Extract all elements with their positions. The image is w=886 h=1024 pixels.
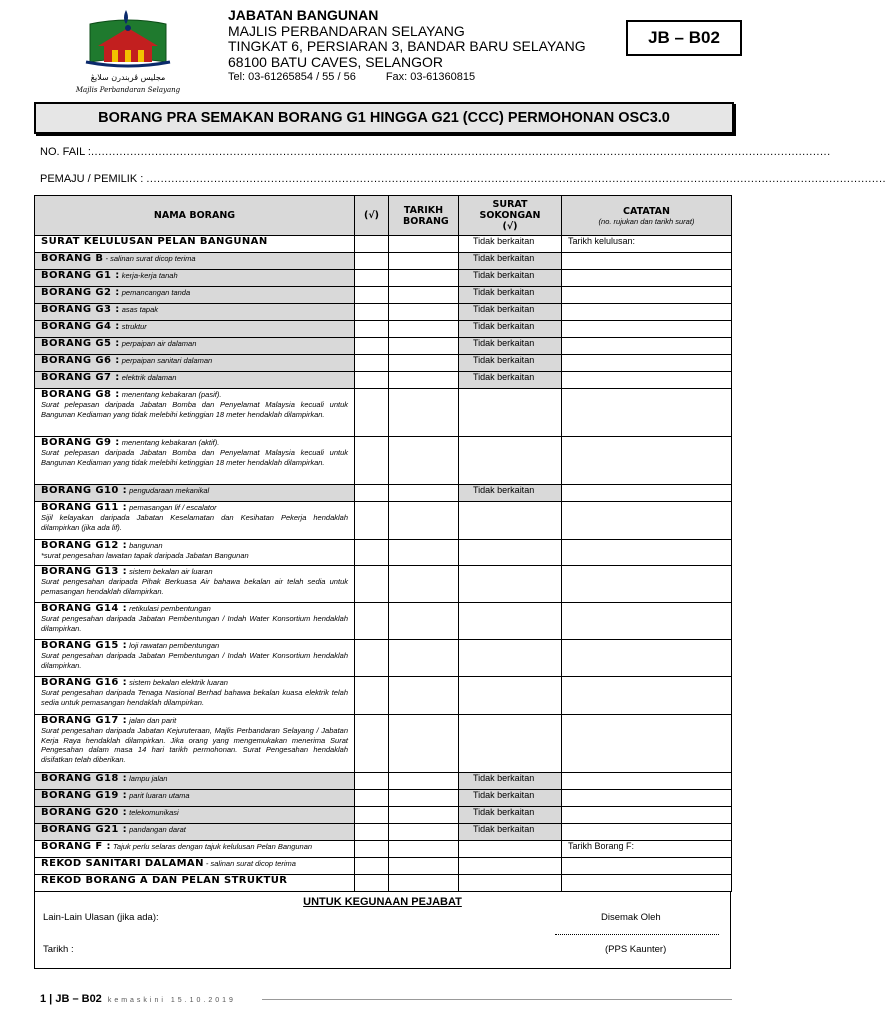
- check-cell[interactable]: [355, 338, 389, 355]
- form-name-cell: [35, 858, 355, 875]
- table-row: [35, 253, 732, 270]
- form-name-cell: [35, 875, 355, 892]
- support-letter-cell[interactable]: [459, 677, 562, 715]
- form-name: BORANG G15 :: [41, 640, 128, 651]
- form-name-cell: [35, 502, 355, 540]
- check-cell[interactable]: [355, 304, 389, 321]
- support-letter-cell[interactable]: [459, 841, 562, 858]
- form-name-cell: [35, 253, 355, 270]
- form-name-cell: [35, 540, 355, 566]
- table-row: [35, 540, 732, 566]
- check-cell[interactable]: [355, 824, 389, 841]
- notes-cell[interactable]: [562, 858, 732, 875]
- notes-cell[interactable]: [562, 389, 732, 437]
- notes-cell[interactable]: [562, 502, 732, 540]
- check-cell[interactable]: [355, 321, 389, 338]
- form-date-cell[interactable]: [389, 236, 459, 253]
- page-number: 1: [40, 993, 47, 1005]
- form-description: lampu jalan: [127, 774, 168, 783]
- check-cell[interactable]: [355, 270, 389, 287]
- form-date-cell[interactable]: [389, 321, 459, 338]
- form-name: BORANG G7 :: [41, 372, 120, 383]
- notes-cell[interactable]: [562, 253, 732, 270]
- notes-cell[interactable]: [562, 485, 732, 502]
- form-date-cell[interactable]: [389, 807, 459, 824]
- form-date-cell[interactable]: [389, 841, 459, 858]
- check-cell[interactable]: [355, 807, 389, 824]
- form-date-cell[interactable]: [389, 270, 459, 287]
- support-letter-cell[interactable]: Tidak berkaitan: [459, 773, 562, 790]
- form-name: REKOD SANITARI DALAMAN: [41, 858, 204, 869]
- address-line-1: TINGKAT 6, PERSIARAN 3, BANDAR BARU SELAYANG: [228, 38, 586, 54]
- check-cell[interactable]: [355, 502, 389, 540]
- form-name-cell: [35, 321, 355, 338]
- table-row: [35, 841, 732, 858]
- form-name-cell: [35, 790, 355, 807]
- form-date-cell[interactable]: [389, 858, 459, 875]
- check-cell[interactable]: [355, 875, 389, 892]
- form-name: BORANG G6 :: [41, 355, 120, 366]
- form-requirement-note: Surat pengesahan daripada Jabatan Pembentungan / Indah Water Konsortium hendaklah dilampirkan.: [41, 651, 348, 670]
- support-letter-cell[interactable]: Tidak berkaitan: [459, 824, 562, 841]
- form-date-cell[interactable]: [389, 540, 459, 566]
- form-name: BORANG G4 :: [41, 321, 120, 332]
- page-footer: 1 | JB – B02 kemaskini 15.10.2019: [40, 993, 236, 1005]
- table-header-row: [35, 196, 732, 236]
- developer-owner-field[interactable]: PEMAJU / PEMILIK : ................................................................................................................................................................................................................: [40, 173, 886, 185]
- support-letter-cell[interactable]: Tidak berkaitan: [459, 790, 562, 807]
- form-date-cell[interactable]: [389, 773, 459, 790]
- notes-cell[interactable]: [562, 321, 732, 338]
- form-requirement-note: Surat pengesahan daripada Jabatan Pembentungan / Indah Water Konsortium hendaklah dilampirkan.: [41, 614, 348, 633]
- check-cell[interactable]: [355, 715, 389, 773]
- form-date-cell[interactable]: [389, 372, 459, 389]
- check-cell[interactable]: [355, 389, 389, 437]
- file-number-field[interactable]: NO. FAIL :................................................................................................................................................................................................................: [40, 146, 831, 158]
- form-name: BORANG G16 :: [41, 677, 128, 688]
- form-date-cell[interactable]: [389, 875, 459, 892]
- form-name: BORANG G20 :: [41, 807, 128, 818]
- support-letter-cell[interactable]: Tidak berkaitan: [459, 270, 562, 287]
- notes-cell[interactable]: [562, 790, 732, 807]
- table-row: [35, 437, 732, 485]
- table-row: [35, 372, 732, 389]
- form-requirement-note: *surat pengesahan lawatan tapak daripada Jabatan Bangunan: [41, 551, 249, 560]
- header-support-letter: SURAT SOKONGAN (√): [459, 196, 562, 236]
- table-row: [35, 824, 732, 841]
- form-name: BORANG G11 :: [41, 502, 128, 513]
- table-row: [35, 304, 732, 321]
- form-name: BORANG G12 :: [41, 540, 128, 551]
- form-description: telekomunikasi: [127, 808, 179, 817]
- date-label: Tarikh :: [43, 944, 74, 955]
- support-letter-cell[interactable]: Tidak berkaitan: [459, 287, 562, 304]
- footer-code: JB – B02: [55, 993, 102, 1005]
- form-requirement-note: Surat pengesahan daripada Tenaga Nasional Berhad bahawa bekalan kuasa elektrik telah sedia untuk pemasangan hendaklah dilampirkan.: [41, 688, 348, 707]
- check-cell[interactable]: [355, 253, 389, 270]
- support-letter-cell[interactable]: Tidak berkaitan: [459, 321, 562, 338]
- form-name-cell: [35, 355, 355, 372]
- form-date-cell[interactable]: [389, 355, 459, 372]
- form-name-cell: [35, 640, 355, 677]
- header-date: TARIKH BORANG: [389, 196, 459, 236]
- form-description: menentang kebakaran (aktif).: [119, 438, 220, 447]
- form-date-cell[interactable]: [389, 389, 459, 437]
- office-use-title: UNTUK KEGUNAAN PEJABAT: [303, 896, 462, 908]
- notes-cell[interactable]: [562, 807, 732, 824]
- signature-line[interactable]: [555, 934, 719, 935]
- form-description: pemancangan tanda: [119, 288, 191, 297]
- form-date-cell[interactable]: [389, 677, 459, 715]
- table-row: [35, 677, 732, 715]
- form-date-cell[interactable]: [389, 790, 459, 807]
- table-row: [35, 389, 732, 437]
- form-name-cell: [35, 841, 355, 858]
- pps-counter-label: (PPS Kaunter): [605, 944, 667, 955]
- form-description: loji rawatan pembentungan: [127, 641, 220, 650]
- form-name-cell: [35, 338, 355, 355]
- support-letter-cell[interactable]: Tidak berkaitan: [459, 236, 562, 253]
- svg-text:Majlis Perbandaran Selayang: Majlis Perbandaran Selayang: [75, 86, 181, 94]
- table-row: [35, 858, 732, 875]
- form-code: JB – B02: [626, 20, 742, 56]
- notes-cell[interactable]: [562, 677, 732, 715]
- notes-cell[interactable]: [562, 566, 732, 603]
- form-date-cell[interactable]: [389, 287, 459, 304]
- check-cell[interactable]: [355, 790, 389, 807]
- support-letter-cell[interactable]: [459, 566, 562, 603]
- form-description: kerja-kerja tanah: [119, 271, 178, 280]
- svg-text:مجليس ڤربندرن سلايڠ: مجليس ڤربندرن سلايڠ: [90, 73, 166, 82]
- address-line-2: 68100 BATU CAVES, SELANGOR: [228, 53, 444, 70]
- form-date-cell[interactable]: [389, 715, 459, 773]
- form-name-cell: [35, 287, 355, 304]
- form-name: BORANG G2 :: [41, 287, 120, 298]
- form-name: BORANG G17 :: [41, 715, 128, 726]
- department-name: JABATAN BANGUNAN: [228, 7, 379, 23]
- support-letter-cell[interactable]: Tidak berkaitan: [459, 338, 562, 355]
- form-description: parit luaran utama: [127, 791, 190, 800]
- check-cell[interactable]: [355, 603, 389, 640]
- form-description: pemasangan lif / escalator: [127, 503, 217, 512]
- form-name-cell: [35, 773, 355, 790]
- form-description: - salinan surat dicop terima: [103, 254, 196, 263]
- fax: Fax: 03-61360815: [385, 71, 476, 83]
- header-name: NAMA BORANG: [35, 196, 355, 236]
- form-description: sistem bekalan air luaran: [127, 567, 213, 576]
- form-description: struktur: [119, 322, 147, 331]
- notes-cell[interactable]: [562, 304, 732, 321]
- table-row: [35, 566, 732, 603]
- form-name-cell: [35, 807, 355, 824]
- form-name: BORANG F :: [41, 841, 111, 852]
- form-date-cell[interactable]: [389, 502, 459, 540]
- form-name: BORANG G18 :: [41, 773, 128, 784]
- form-description: pandangan darat: [127, 825, 186, 834]
- notes-cell[interactable]: [562, 875, 732, 892]
- file-number-label: NO. FAIL :: [40, 146, 91, 158]
- support-letter-cell[interactable]: Tidak berkaitan: [459, 304, 562, 321]
- footer-line: [262, 999, 732, 1000]
- table-row: [35, 338, 732, 355]
- form-name-cell: [35, 824, 355, 841]
- check-cell[interactable]: [355, 773, 389, 790]
- form-name-cell: [35, 372, 355, 389]
- notes-cell[interactable]: [562, 287, 732, 304]
- form-name: BORANG G8 :: [41, 389, 120, 400]
- check-cell[interactable]: [355, 287, 389, 304]
- table-row: [35, 270, 732, 287]
- form-name: BORANG G19 :: [41, 790, 128, 801]
- form-date-cell[interactable]: [389, 437, 459, 485]
- notes-cell[interactable]: [562, 372, 732, 389]
- notes-cell[interactable]: Tarikh kelulusan:: [562, 236, 732, 253]
- table-row: [35, 603, 732, 640]
- telephone: Tel: 03-61265854 / 55 / 56: [228, 71, 356, 83]
- table-row: [35, 236, 732, 253]
- check-cell[interactable]: [355, 236, 389, 253]
- notes-cell[interactable]: [562, 824, 732, 841]
- form-name: BORANG G13 :: [41, 566, 128, 577]
- form-name-cell: [35, 304, 355, 321]
- form-name: REKOD BORANG A DAN PELAN STRUKTUR: [41, 875, 288, 886]
- table-row: [35, 715, 732, 773]
- support-letter-cell[interactable]: [459, 640, 562, 677]
- support-letter-cell[interactable]: [459, 389, 562, 437]
- check-cell[interactable]: [355, 437, 389, 485]
- form-requirement-note: Surat pengesahan daripada Jabatan Kejuruteraan, Majlis Perbandaran Selayang / Jabatan Kerja Raya hendaklah dilampirkan. Jika orang yang mengemukakan menerima Surat Pengesahan dalam masa 14 hari tarikh permohonan. Surat Pengesahan hendaklah disifatkan telah diberikan.: [41, 726, 348, 764]
- form-description: bangunan: [127, 541, 163, 550]
- checked-by-label: Disemak Oleh: [601, 912, 661, 923]
- form-description: Tajuk perlu selaras dengan tajuk kelulusan Pelan Bangunan: [110, 842, 313, 851]
- form-date-cell[interactable]: [389, 253, 459, 270]
- form-name: BORANG G9 :: [41, 437, 120, 448]
- notes-cell[interactable]: [562, 603, 732, 640]
- support-letter-cell[interactable]: [459, 502, 562, 540]
- support-letter-cell[interactable]: Tidak berkaitan: [459, 372, 562, 389]
- form-name: BORANG G21 :: [41, 824, 128, 835]
- check-cell[interactable]: [355, 485, 389, 502]
- form-name-cell: [35, 677, 355, 715]
- form-description: jalan dan parit: [127, 716, 177, 725]
- notes-cell[interactable]: [562, 715, 732, 773]
- other-remarks-label: Lain-Lain Ulasan (jika ada):: [43, 912, 159, 923]
- form-description: elektrik dalaman: [119, 373, 177, 382]
- form-description: perpaipan sanitari dalaman: [119, 356, 213, 365]
- form-description: retikulasi pembentungan: [127, 604, 211, 613]
- check-cell[interactable]: [355, 372, 389, 389]
- check-cell[interactable]: [355, 858, 389, 875]
- header-check: (√): [355, 196, 389, 236]
- form-requirement-note: Surat pelepasan daripada Jabatan Bomba dan Penyelamat Malaysia kecuali untuk Bangunan Kediaman yang tidak melebihi ketinggian 18 meter hendaklah dilampirkan.: [41, 448, 348, 467]
- council-name: MAJLIS PERBANDARAN SELAYANG: [228, 22, 465, 39]
- table-row: [35, 485, 732, 502]
- form-name: BORANG G5 :: [41, 338, 120, 349]
- table-row: [35, 807, 732, 824]
- form-date-cell[interactable]: [389, 338, 459, 355]
- support-letter-cell[interactable]: [459, 875, 562, 892]
- table-row: [35, 287, 732, 304]
- form-date-cell[interactable]: [389, 824, 459, 841]
- check-cell[interactable]: [355, 355, 389, 372]
- form-name-cell: [35, 270, 355, 287]
- form-date-cell[interactable]: [389, 304, 459, 321]
- table-row: [35, 321, 732, 338]
- table-row: [35, 773, 732, 790]
- form-name-cell: [35, 603, 355, 640]
- form-name-cell: [35, 236, 355, 253]
- form-name: BORANG G10 :: [41, 485, 128, 496]
- form-name-cell: [35, 437, 355, 485]
- support-letter-cell[interactable]: [459, 715, 562, 773]
- office-use-box: [34, 891, 731, 969]
- form-description: pengudaraan mekanikal: [127, 486, 210, 495]
- check-cell[interactable]: [355, 640, 389, 677]
- form-description: asas tapak: [119, 305, 159, 314]
- form-description: sistem bekalan elektrik luaran: [127, 678, 228, 687]
- notes-cell[interactable]: [562, 338, 732, 355]
- support-letter-cell[interactable]: [459, 603, 562, 640]
- support-letter-cell[interactable]: Tidak berkaitan: [459, 485, 562, 502]
- notes-cell[interactable]: [562, 437, 732, 485]
- table-row: [35, 875, 732, 892]
- form-date-cell[interactable]: [389, 640, 459, 677]
- form-description: menentang kebakaran (pasif).: [119, 390, 222, 399]
- table-row: [35, 502, 732, 540]
- form-description: perpaipan air dalaman: [119, 339, 197, 348]
- form-date-cell[interactable]: [389, 485, 459, 502]
- council-logo: [75, 6, 181, 98]
- header-notes: CATATAN (no. rujukan dan tarikh surat): [562, 196, 732, 236]
- form-requirement-note: Surat pengesahan daripada Pihak Berkuasa Air bahawa bekalan air telah sedia untuk pemasangan hendaklah dilampirkan.: [41, 577, 348, 596]
- form-title: BORANG PRA SEMAKAN BORANG G1 HINGGA G21 (CCC) PERMOHONAN OSC3.0: [34, 102, 734, 134]
- table-row: [35, 790, 732, 807]
- notes-cell[interactable]: Tarikh Borang F:: [562, 841, 732, 858]
- table-row: [35, 355, 732, 372]
- support-letter-cell[interactable]: Tidak berkaitan: [459, 355, 562, 372]
- notes-cell[interactable]: [562, 640, 732, 677]
- form-requirement-note: Surat pelepasan daripada Jabatan Bomba dan Penyelamat Malaysia kecuali untuk Bangunan Kediaman yang tidak melebihi ketinggian 18 meter hendaklah dilampirkan.: [41, 400, 348, 419]
- form-name-cell: [35, 566, 355, 603]
- form-description: - salinan surat dicop terima: [203, 859, 296, 868]
- support-letter-cell[interactable]: [459, 858, 562, 875]
- form-name: SURAT KELULUSAN PELAN BANGUNAN: [41, 236, 268, 247]
- support-letter-cell[interactable]: Tidak berkaitan: [459, 253, 562, 270]
- notes-cell[interactable]: [562, 270, 732, 287]
- support-letter-cell[interactable]: [459, 540, 562, 566]
- notes-cell[interactable]: [562, 540, 732, 566]
- form-requirement-note: Sijil kelayakan daripada Jabatan Keselamatan dan Kesihatan Pekerja hendaklah dilampirkan (jika ada lif).: [41, 513, 348, 532]
- developer-owner-label: PEMAJU / PEMILIK :: [40, 173, 144, 185]
- check-cell[interactable]: [355, 566, 389, 603]
- check-cell[interactable]: [355, 841, 389, 858]
- table-row: [35, 640, 732, 677]
- form-name-cell: [35, 485, 355, 502]
- form-name: BORANG G1 :: [41, 270, 120, 281]
- check-cell[interactable]: [355, 677, 389, 715]
- form-name-cell: [35, 389, 355, 437]
- support-letter-cell[interactable]: [459, 437, 562, 485]
- form-date-cell[interactable]: [389, 603, 459, 640]
- form-name-cell: [35, 715, 355, 773]
- form-name: BORANG G3 :: [41, 304, 120, 315]
- checklist-table: [34, 195, 732, 892]
- notes-cell[interactable]: [562, 773, 732, 790]
- updated-date: kemaskini 15.10.2019: [107, 997, 236, 1004]
- form-date-cell[interactable]: [389, 566, 459, 603]
- notes-cell[interactable]: [562, 355, 732, 372]
- check-cell[interactable]: [355, 540, 389, 566]
- form-name: BORANG G14 :: [41, 603, 128, 614]
- support-letter-cell[interactable]: Tidak berkaitan: [459, 807, 562, 824]
- letterhead: [228, 8, 586, 84]
- form-name: BORANG B: [41, 253, 104, 264]
